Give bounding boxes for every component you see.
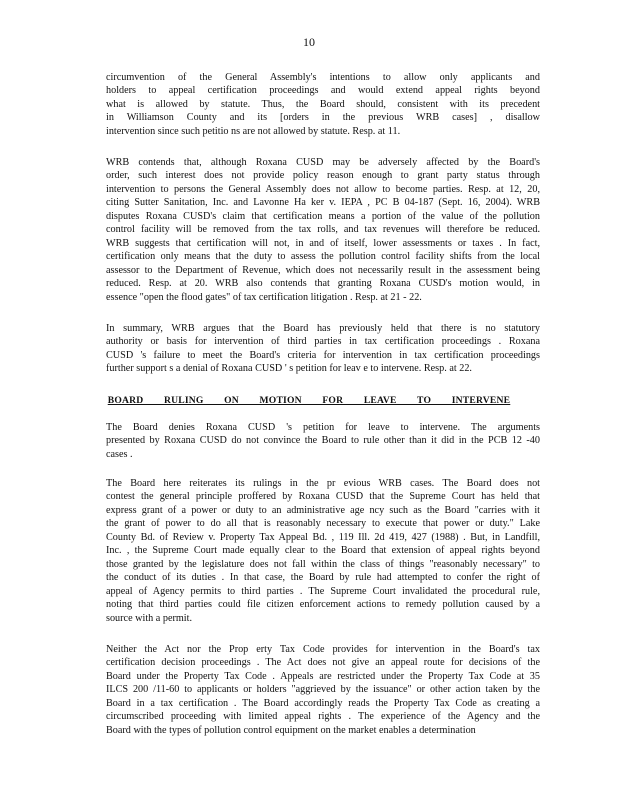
paragraph-wrb-argument-conclusion [106,71,540,138]
text-line: what is allowed by statute. Thus, the Board should, consistent with its precedent [106,98,540,110]
text-line: the grant of power to do all that is reasonably necessary to execute that power or duty." Lake [106,518,540,530]
page-number: 10 [303,35,315,49]
text-line: In summary, WRB argues that the Board has previously held that there is no statutory [106,323,540,334]
text-line: noting that third parties could file citizen enforcement actions to remedy pollution caused by a [106,599,540,611]
text-line: Inc. , the Supreme Court made equally clear to the Board that extension of appeal rights beyond [106,545,540,557]
text-line: essence "open the flood gates" of tax certification litigation . Resp. at 21 - 22. [106,291,422,303]
text-line: ILCS 200 /11-60 to applicants or holders "aggrieved by the issuance" or other action taken by the [106,684,540,696]
text-line: Board under the Property Tax Code . Appeals are restricted under the Property Tax Code at 35 [106,670,540,682]
text-line: authority or basis for intervention of third parties in tax certification proceedings . Roxana [106,336,540,348]
paragraph-wrb-contends [106,156,540,304]
text-line: certification only means that the duty to assess the pollution control facility shifts from the local [106,251,540,263]
text-line: The Board denies Roxana CUSD 's petition for leave to intervene. The arguments [106,422,540,433]
text-line: presented by Roxana CUSD do not convince the Board to rule other than it did in the PCB 12 -40 [106,435,540,447]
paragraph-in-summary [106,322,540,376]
text-line: the conduct of its duties . In that case, the Board by rule had attempted to confer the right of [106,572,540,584]
text-line: citing Sutter Sanitation, Inc. and Lavonne Ha ker v. IEPA , PC B 04-187 (Sept. 16, 2004). WRB [106,197,540,209]
text-line: Board in a tax certification . The Board accordingly reads the Property Tax Code as creating a [106,697,540,709]
text-line: source with a permit. [106,612,193,624]
text-line: certification decision proceedings . The Act does not give an appeal route for decisions of the [106,657,540,669]
paragraph-neither-act [106,643,540,737]
text-line: express grant of a power or duty to an administrative age ncy such as the Board "carries with it [106,504,540,516]
text-line: County Bd. of Review v. Property Tax Appeal Bd. , 119 Ill. 2d 419, 427 (1988) . But, in Landfill, [106,531,540,543]
section-heading: BOARD RULING ON MOTION FOR LEAVE TO INTERVENE [107,395,511,406]
paragraph-board-denies [106,421,540,461]
text-line: Neither the Act nor the Prop erty Tax Code provides for intervention in the Board's tax [106,644,540,655]
text-line: WRB contends that, although Roxana CUSD may be adversely affected by the Board's [106,157,540,168]
text-line: circumscribed proceeding with limited appeal rights . The experience of the Agency and the [106,711,540,723]
text-line: further support s a denial of Roxana CUSD ' s petition for leav e to intervene. Resp. at 22. [106,363,472,375]
text-line: reduced. Resp. at 20. WRB also contends that granting Roxana CUSD's motion would, in [106,278,540,290]
text-line: order, such interest does not provide policy reason enough to grant party status through [106,170,540,182]
text-line: holders to appeal certification proceedings and would extend appeal rights beyond [106,85,540,97]
text-line: cases . [106,448,133,460]
text-line: Board with the types of pollution control equipment on the market enables a determination [106,724,476,736]
text-line: contest the general principle proffered by Roxana CUSD that the Supreme Court has held that [106,491,540,503]
text-line: The Board here reiterates its rulings in the pr evious WRB cases. The Board does not [106,478,540,489]
text-line: assessor to the Department of Revenue, which does not necessarily result in the assessment being [106,264,540,276]
text-line: WRB suggests that certification will not, in and of itself, lower assessments or taxes . In fact, [106,237,540,249]
text-line: intervention to persons the General Assembly does not allow to become parties. Resp. at 12, 20, [106,183,540,195]
text-line: in Williamson County and its [orders in the previous WRB cases] , disallow [106,112,540,124]
text-line: disputes Roxana CUSD's claim that certification means a portion of the value of the pollution [106,210,540,222]
text-line: intervention since such petitio ns are not allowed by statute. Resp. at 11. [106,125,401,137]
text-line: control facility will be removed from the tax rolls, and tax revenues will therefore be reduced. [106,224,540,236]
text-line: those granted by the legislature does not fall within the class of things "reasonably necessary" to [106,558,540,570]
text-line: appeal of Agency permits to third parties . The Supreme Court invalidated the procedural rule, [106,585,540,597]
paragraph-board-reiterates [106,477,540,625]
text-line: circumvention of the General Assembly's intentions to allow only applicants and [106,72,540,83]
text-line: CUSD 's failure to meet the Board's criteria for intervention in tax certification proceedings [106,349,540,361]
